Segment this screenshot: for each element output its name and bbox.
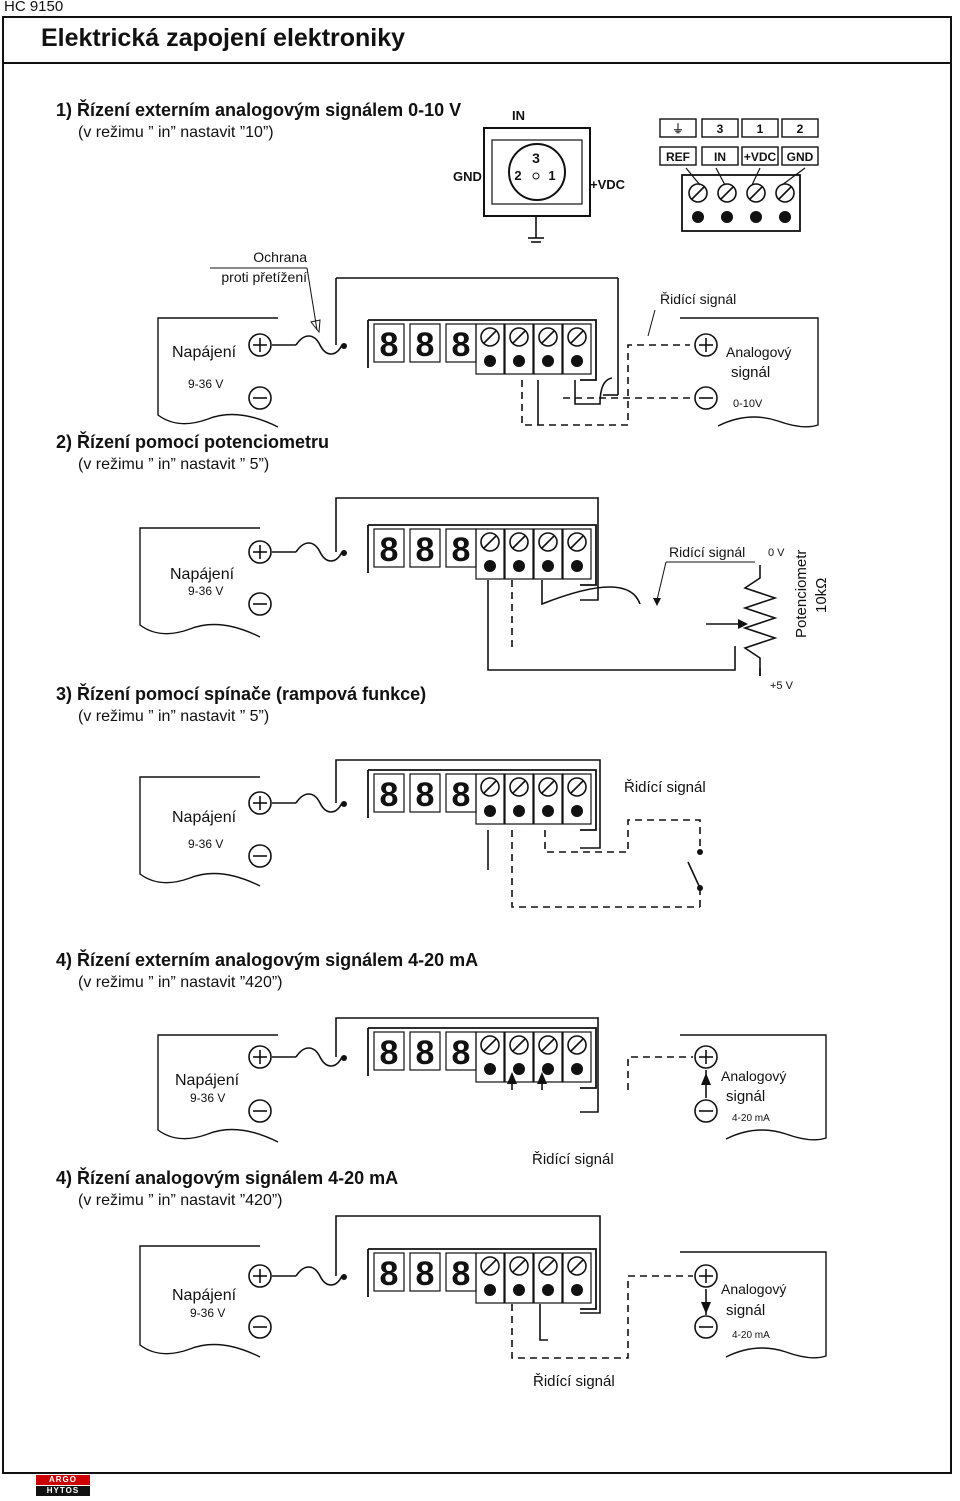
terminal-screw — [510, 778, 528, 796]
svg-text:9-36 V: 9-36 V — [188, 377, 224, 391]
svg-text:8: 8 — [415, 776, 435, 814]
svg-text:9-36 V: 9-36 V — [190, 1306, 226, 1320]
terminal-screw — [510, 1036, 528, 1054]
svg-text:8: 8 — [451, 1034, 471, 1072]
svg-text:8: 8 — [379, 1255, 399, 1293]
terminal-screw — [510, 533, 528, 551]
svg-text:+5 V: +5 V — [770, 680, 793, 692]
svg-text:IN: IN — [512, 108, 525, 123]
terminal-screw — [481, 1257, 499, 1275]
svg-text:Analogový: Analogový — [721, 1281, 787, 1297]
terminal-screw — [510, 1257, 528, 1275]
terminal-dot — [513, 1063, 525, 1075]
switch-icon — [688, 849, 703, 907]
terminal-dot — [542, 355, 554, 367]
display-digit — [410, 529, 440, 569]
svg-text:9-36 V: 9-36 V — [188, 584, 224, 598]
terminal-block-1 — [368, 320, 596, 380]
terminal-dot — [542, 1284, 554, 1296]
terminal-screw — [481, 328, 499, 346]
svg-text:8: 8 — [451, 326, 471, 364]
terminal-screw — [481, 533, 499, 551]
display-digit — [410, 774, 440, 814]
svg-text:8: 8 — [415, 1034, 435, 1072]
svg-text:8: 8 — [451, 776, 471, 814]
minus-terminal-icon — [249, 1316, 271, 1338]
svg-text:Řidící signál: Řidící signál — [660, 291, 737, 307]
display-digit — [374, 774, 404, 814]
minus-terminal-icon — [249, 1100, 271, 1122]
din-connector — [453, 108, 626, 242]
svg-text:signál: signál — [731, 364, 771, 381]
svg-text:8: 8 — [379, 776, 399, 814]
terminal-dot — [513, 1284, 525, 1296]
svg-text:Napájení: Napájení — [172, 1287, 237, 1304]
svg-text:8: 8 — [379, 531, 399, 569]
plus-terminal-icon — [695, 1046, 717, 1068]
terminal-screw — [568, 328, 586, 346]
terminal-dot — [484, 560, 496, 572]
display-digit — [410, 324, 440, 364]
terminal-dot — [484, 355, 496, 367]
svg-text:GND: GND — [453, 169, 482, 184]
svg-text:2: 2 — [514, 168, 522, 183]
terminal-dot — [513, 805, 525, 817]
plus-terminal-icon — [249, 1265, 271, 1287]
terminal-screw — [510, 328, 528, 346]
terminal-screw — [539, 533, 557, 551]
display-digit — [446, 1032, 476, 1072]
plus-terminal-icon — [249, 541, 271, 563]
terminal-dot — [571, 560, 583, 572]
display-digit — [374, 1032, 404, 1072]
svg-text:4-20 mA: 4-20 mA — [732, 1330, 770, 1341]
arrow-icon — [653, 598, 661, 606]
display-digit — [446, 529, 476, 569]
svg-text:9-36 V: 9-36 V — [190, 1091, 226, 1105]
terminal-screw — [481, 1036, 499, 1054]
terminal-dot — [542, 560, 554, 572]
svg-text:Řidící signál: Řidící signál — [532, 1151, 614, 1168]
svg-text:Napájení: Napájení — [170, 566, 235, 583]
svg-text:Napájení: Napájení — [172, 344, 237, 361]
plus-terminal-icon — [249, 1046, 271, 1068]
terminal-screw — [568, 778, 586, 796]
svg-text:Řidící signál: Řidící signál — [624, 779, 706, 796]
minus-terminal-icon — [249, 593, 271, 615]
display-digit — [374, 529, 404, 569]
document-code: HC 9150 — [4, 0, 64, 15]
terminal-dot — [484, 805, 496, 817]
section-5-title: 4) Řízení analogovým signálem 4-20 mA — [56, 1168, 399, 1188]
svg-text:Napájení: Napájení — [175, 1072, 240, 1089]
terminal-dot — [542, 1063, 554, 1075]
plus-terminal-icon — [249, 334, 271, 356]
svg-text:8: 8 — [379, 326, 399, 364]
svg-text:Analogový: Analogový — [721, 1068, 787, 1084]
svg-text:Řidící signál: Řidící signál — [533, 1373, 615, 1390]
display-digit — [410, 1032, 440, 1072]
display-digit — [446, 774, 476, 814]
svg-text:Analogový: Analogový — [726, 344, 792, 360]
minus-terminal-icon — [249, 845, 271, 867]
svg-text:10kΩ: 10kΩ — [813, 577, 830, 613]
terminal-block-4 — [368, 1028, 596, 1088]
minus-terminal-icon — [695, 387, 717, 409]
terminal-screw — [539, 1257, 557, 1275]
display-digit — [446, 1253, 476, 1293]
svg-text:2: 2 — [796, 122, 804, 136]
svg-text:+VDC: +VDC — [590, 177, 626, 192]
svg-text:REF: REF — [666, 150, 690, 164]
terminal-screw — [568, 533, 586, 551]
svg-text:8: 8 — [415, 531, 435, 569]
display-digit — [410, 1253, 440, 1293]
section-2-title: 2) Řízení pomocí potenciometru — [56, 432, 330, 452]
svg-text:9-36 V: 9-36 V — [188, 837, 224, 851]
section-1-title: 1) Řízení externím analogovým signálem 0-10 V — [56, 100, 462, 120]
terminal-block-5 — [368, 1249, 596, 1309]
svg-text:proti přetížení: proti přetížení — [221, 269, 307, 285]
terminal-screw — [481, 778, 499, 796]
minus-terminal-icon — [695, 1316, 717, 1338]
svg-text:8: 8 — [451, 1255, 471, 1293]
svg-text:1: 1 — [756, 122, 764, 136]
terminal-dot — [571, 1284, 583, 1296]
minus-terminal-icon — [249, 387, 271, 409]
svg-text:0 V: 0 V — [768, 547, 785, 559]
display-digit — [374, 1253, 404, 1293]
svg-text:8: 8 — [415, 1255, 435, 1293]
section-3-title: 3) Řízení pomocí spínače (rampová funkce) — [56, 684, 427, 704]
terminal-header-table — [660, 119, 818, 231]
section-3-subtitle: (v režimu ” in” nastavit ” 5”) — [78, 708, 270, 725]
terminal-dot — [484, 1284, 496, 1296]
minus-terminal-icon — [695, 1100, 717, 1122]
potentiometer-icon — [706, 565, 775, 676]
section-2-subtitle: (v režimu ” in” nastavit ” 5”) — [78, 456, 270, 473]
terminal-dot — [571, 355, 583, 367]
section-4-title: 4) Řízení externím analogovým signálem 4-20 mA — [56, 950, 479, 970]
svg-text:+VDC: +VDC — [743, 150, 777, 164]
section-1-subtitle: (v režimu ” in” nastavit ”10”) — [78, 124, 274, 141]
display-digit — [374, 324, 404, 364]
svg-text:Potenciometr: Potenciometr — [793, 549, 810, 638]
svg-text:⏚: ⏚ — [671, 122, 685, 136]
svg-text:0-10V: 0-10V — [733, 398, 763, 410]
terminal-screw — [568, 1257, 586, 1275]
terminal-block-3 — [368, 770, 596, 830]
terminal-dot — [484, 1063, 496, 1075]
svg-text:3: 3 — [716, 122, 724, 136]
terminal-dot — [542, 805, 554, 817]
page-title: Elektrická zapojení elektroniky — [41, 24, 406, 52]
plus-terminal-icon — [249, 792, 271, 814]
svg-text:8: 8 — [451, 531, 471, 569]
svg-text:GND: GND — [786, 150, 814, 164]
terminal-screw — [568, 1036, 586, 1054]
plus-terminal-icon — [695, 1265, 717, 1287]
power-block-2 — [140, 498, 830, 692]
svg-text:Ochrana: Ochrana — [253, 249, 307, 265]
svg-text:1: 1 — [548, 168, 556, 183]
terminal-dot — [513, 355, 525, 367]
svg-text:Napájení: Napájení — [172, 809, 237, 826]
section-5-subtitle: (v režimu ” in” nastavit ”420”) — [78, 1192, 283, 1209]
svg-text:IN: IN — [714, 150, 726, 164]
svg-text:8: 8 — [415, 326, 435, 364]
argo-hytos-logo: ARGO HYTOS — [36, 1475, 90, 1497]
terminal-screw — [539, 328, 557, 346]
terminal-block-2 — [368, 525, 596, 585]
section-4-subtitle: (v režimu ” in” nastavit ”420”) — [78, 974, 283, 991]
terminal-screw — [539, 1036, 557, 1054]
terminal-dot — [571, 805, 583, 817]
svg-text:3: 3 — [532, 150, 540, 166]
svg-text:signál: signál — [726, 1302, 766, 1319]
terminal-dot — [513, 560, 525, 572]
terminal-dot — [571, 1063, 583, 1075]
display-digit — [446, 324, 476, 364]
terminal-screw — [539, 778, 557, 796]
svg-text:4-20 mA: 4-20 mA — [732, 1113, 770, 1124]
svg-text:signál: signál — [726, 1088, 766, 1105]
svg-text:Ridící signál: Ridící signál — [669, 544, 746, 560]
plus-terminal-icon — [695, 334, 717, 356]
svg-text:8: 8 — [379, 1034, 399, 1072]
